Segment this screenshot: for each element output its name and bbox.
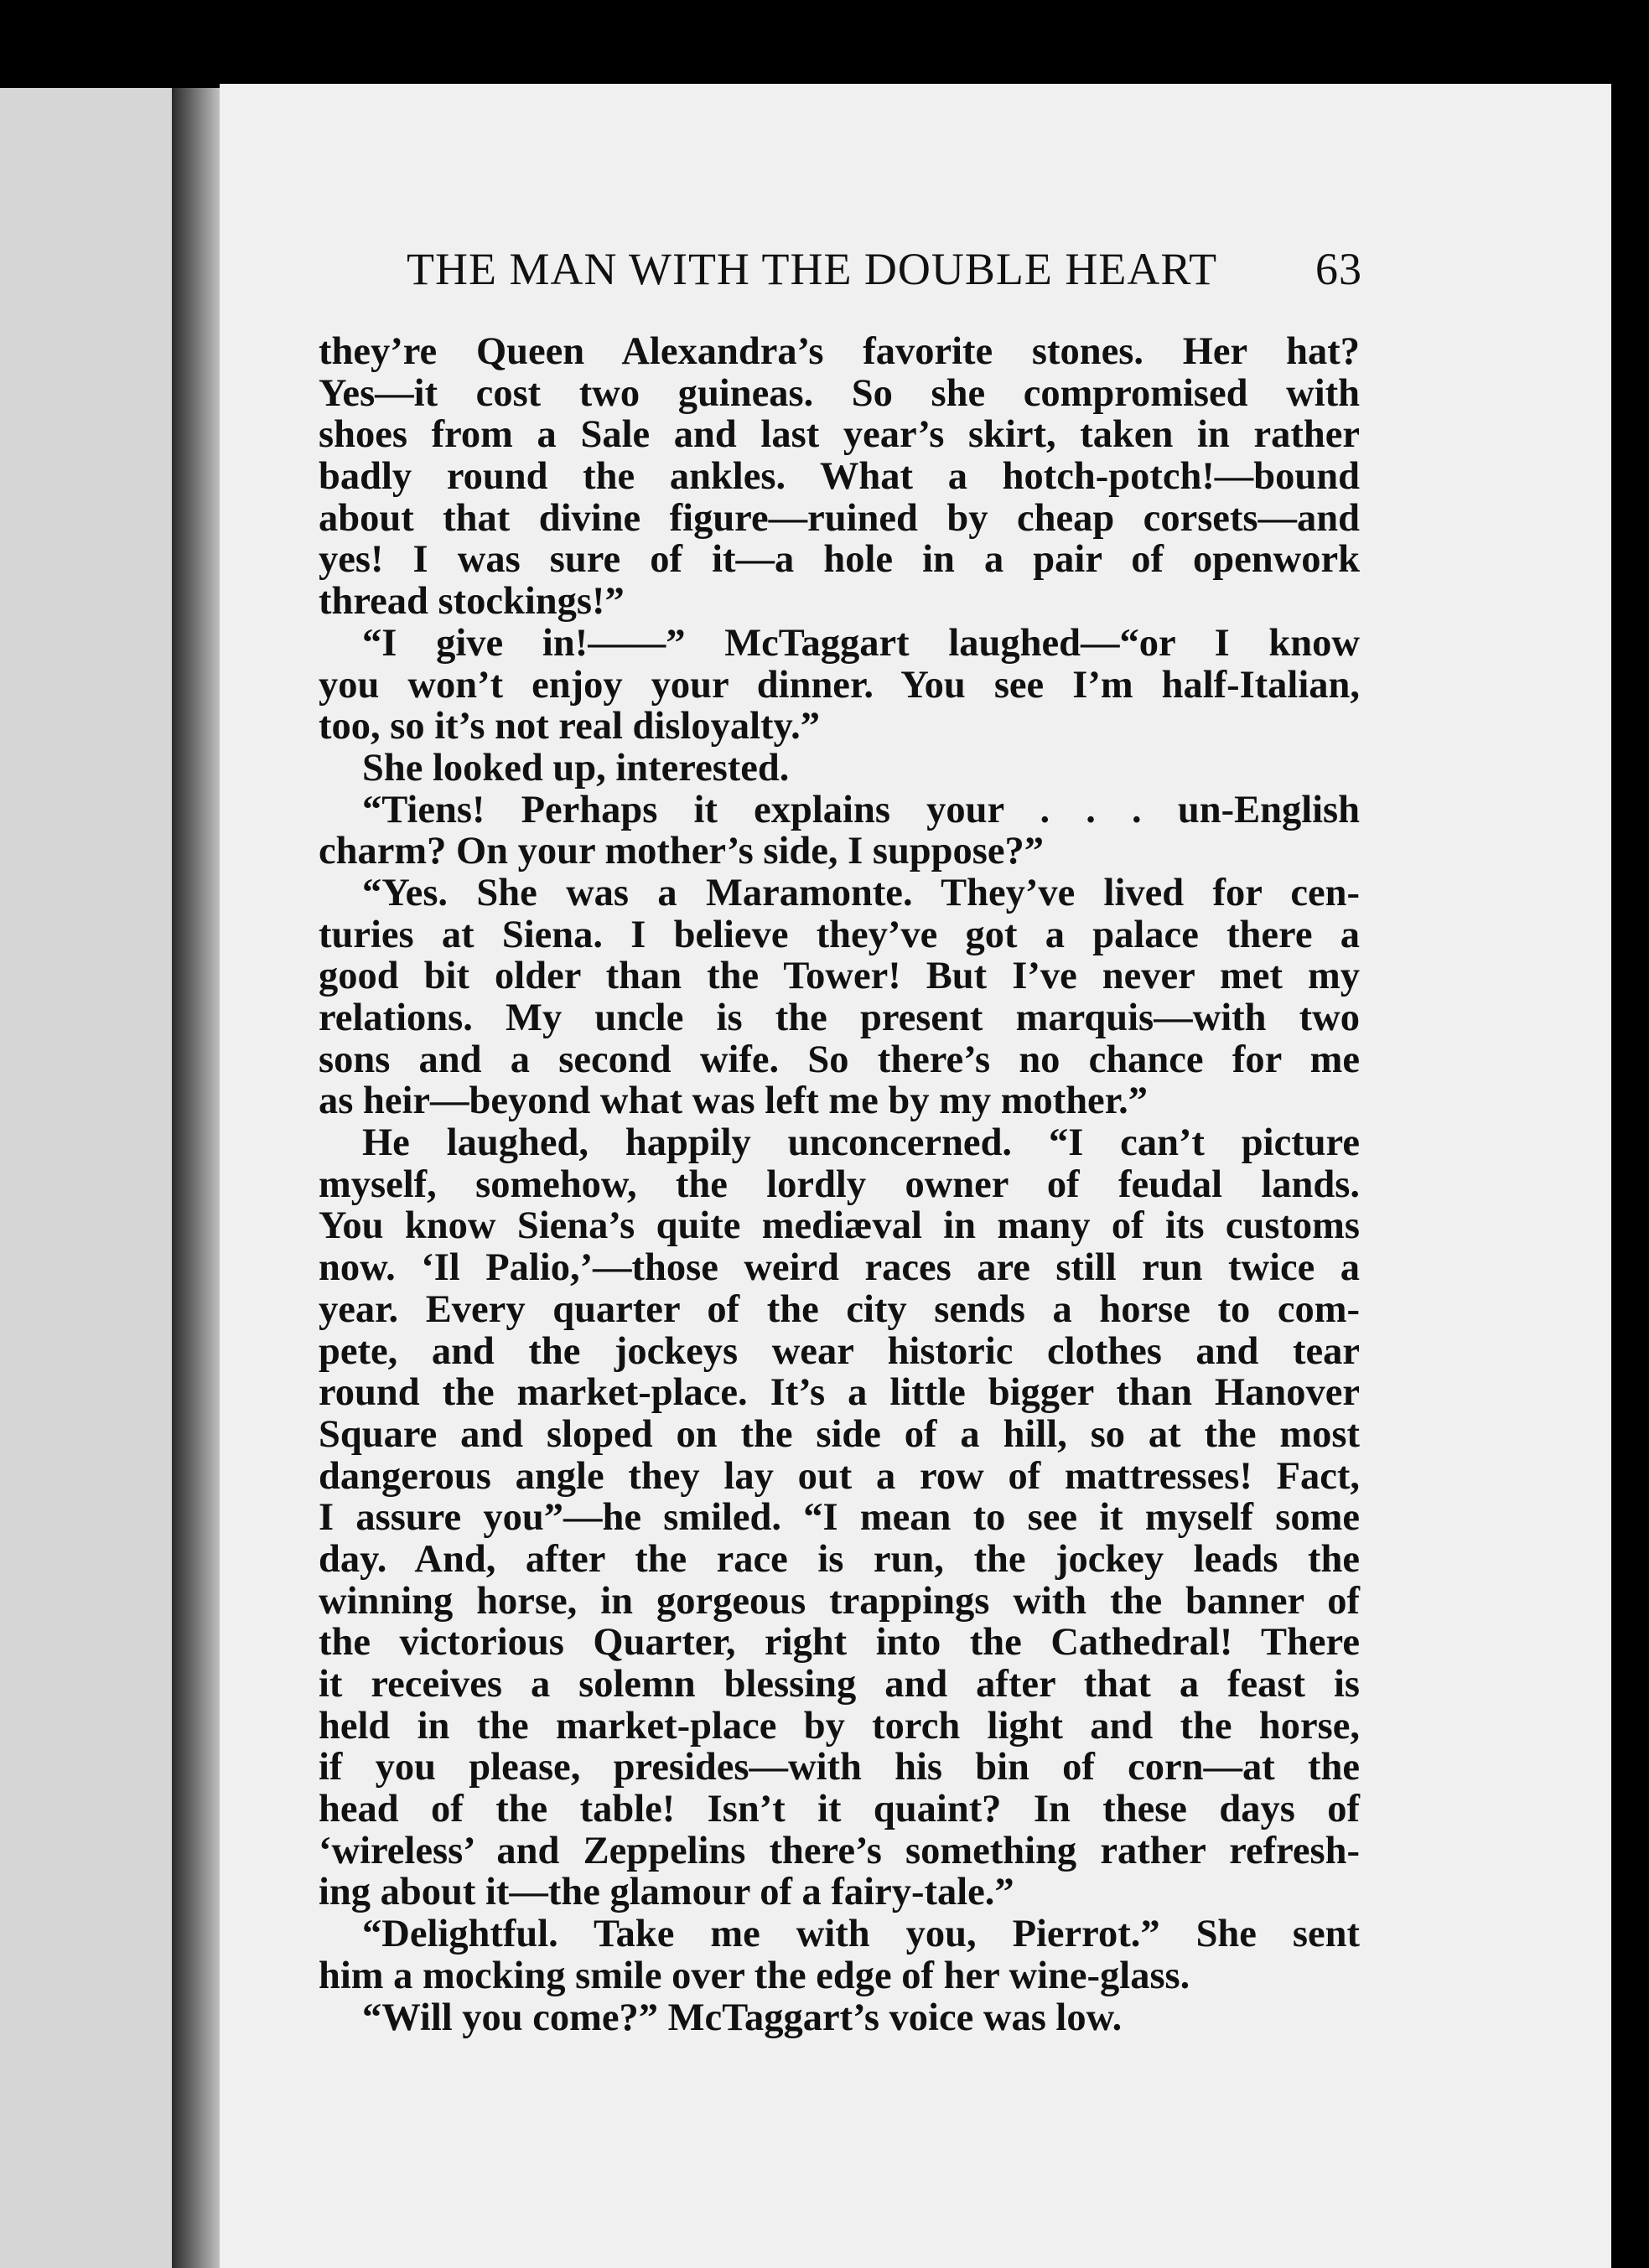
book-gutter — [172, 88, 224, 2268]
text-line: You know Siena’s quite mediæval in many of its customs — [319, 1204, 1360, 1248]
text-line: myself, somehow, the lordly owner of feudal lands. — [319, 1162, 1360, 1206]
text-line: shoes from a Sale and last year’s skirt, taken in rather — [319, 413, 1360, 457]
page-number: 63 — [1315, 244, 1362, 294]
text-line: you won’t enjoy your dinner. You see I’m half-Italian, — [319, 663, 1360, 707]
text-line: they’re Queen Alexandra’s favorite stones. Her hat? — [319, 330, 1360, 373]
text-line: now. ‘Il Palio,’—those weird races are still run twice a — [319, 1246, 1360, 1290]
text-line: thread stockings!” — [319, 580, 625, 624]
text-line: sons and a second wife. So there’s no chance for me — [319, 1038, 1360, 1081]
text-line: She looked up, interested. — [362, 746, 790, 790]
text-line: winning horse, in gorgeous trappings with the banner of — [319, 1579, 1360, 1623]
text-line: Yes—it cost two guineas. So she compromised with — [319, 371, 1360, 415]
text-line: “Will you come?” McTaggart’s voice was low. — [362, 1996, 1123, 2039]
text-line: ing about it—the glamour of a fairy-tale.” — [319, 1871, 1014, 1914]
text-line: pete, and the jockeys wear historic clothes and tear — [319, 1329, 1360, 1373]
text-line: day. And, after the race is run, the jockey leads the — [319, 1537, 1360, 1581]
text-line: year. Every quarter of the city sends a horse to com- — [319, 1287, 1360, 1331]
facing-page-edge — [0, 88, 176, 2268]
text-line: “I give in!——” McTaggart laughed—“or I know — [362, 621, 1360, 665]
text-line: “Delightful. Take me with you, Pierrot.” She sent — [362, 1913, 1360, 1956]
text-line: turies at Siena. I believe they’ve got a palace there a — [319, 913, 1360, 956]
text-line: I assure you”—he smiled. “I mean to see it myself some — [319, 1496, 1360, 1540]
text-line: held in the market-place by torch light and the horse, — [319, 1704, 1360, 1748]
text-line: He laughed, happily unconcerned. “I can’t picture — [362, 1121, 1360, 1165]
text-line: if you please, presides—with his bin of corn—at the — [319, 1746, 1360, 1789]
text-line: as heir—beyond what was left me by my mother.” — [319, 1080, 1148, 1123]
text-line: him a mocking smile over the edge of her wine-glass. — [319, 1954, 1190, 1997]
scan-top-border — [0, 0, 1649, 88]
text-line: Square and sloped on the side of a hill, so at the most — [319, 1412, 1360, 1456]
text-line: relations. My uncle is the present marquis—with two — [319, 997, 1360, 1039]
text-line: badly round the ankles. What a hotch-potch!—bound — [319, 455, 1360, 499]
text-line: yes! I was sure of it—a hole in a pair of openwork — [319, 538, 1360, 582]
text-line: “Tiens! Perhaps it explains your . . . un-English — [362, 788, 1360, 831]
text-line: head of the table! Isn’t it quaint? In these days of — [319, 1788, 1360, 1831]
text-line: too, so it’s not real disloyalty.” — [319, 705, 821, 748]
scan-right-border — [1611, 84, 1649, 2268]
running-head-title: THE MAN WITH THE DOUBLE HEART — [407, 244, 1218, 294]
text-line: the victorious Quarter, right into the Cathedral! There — [319, 1621, 1360, 1665]
text-line: it receives a solemn blessing and after that a feast is — [319, 1663, 1360, 1706]
text-line: round the market-place. It’s a little bigger than Hanover — [319, 1371, 1360, 1415]
text-line: charm? On your mother’s side, I suppose?” — [319, 830, 1045, 873]
body-text — [319, 331, 1360, 2038]
text-line: good bit older than the Tower! But I’ve never met my — [319, 955, 1360, 998]
text-line: dangerous angle they lay out a row of mattresses! Fact, — [319, 1454, 1360, 1498]
text-line: ‘wireless’ and Zeppelins there’s something rather refresh- — [319, 1829, 1360, 1872]
text-line: “Yes. She was a Maramonte. They’ve lived for cen- — [362, 871, 1360, 914]
running-head — [407, 243, 1362, 295]
text-line: about that divine figure—ruined by cheap corsets—and — [319, 496, 1360, 540]
